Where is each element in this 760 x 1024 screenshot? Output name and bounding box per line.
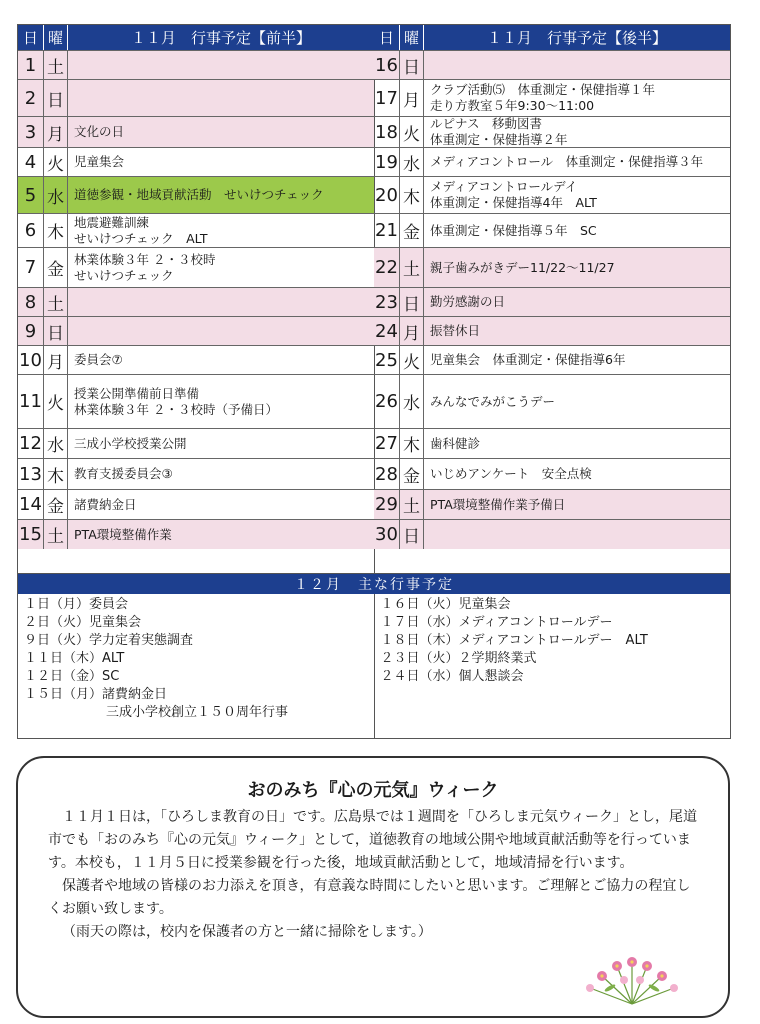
day-number: 12 <box>18 429 44 458</box>
schedule-row <box>18 213 374 247</box>
weekday: 土 <box>44 520 68 549</box>
day-number: 10 <box>18 346 44 374</box>
day-number: 24 <box>374 317 400 345</box>
event-cell <box>424 490 730 519</box>
weekday: 水 <box>44 429 68 458</box>
weekday: 土 <box>44 51 68 79</box>
event-text: 児童集会 <box>74 154 125 169</box>
event-text: 地震避難訓練 <box>74 214 150 230</box>
day-number: 29 <box>374 490 400 519</box>
event-cell <box>68 214 374 247</box>
day-number: 13 <box>18 459 44 489</box>
schedule-row <box>18 287 374 316</box>
schedule-row <box>18 374 374 428</box>
day-number: 28 <box>374 459 400 489</box>
day-number: 15 <box>18 520 44 549</box>
day-number: 23 <box>374 288 400 316</box>
december-event: ２日（火）児童集会 <box>24 615 142 630</box>
weekday: 月 <box>44 117 68 147</box>
weekday: 月 <box>400 80 424 116</box>
november-schedule-table <box>17 24 731 574</box>
day-number: 26 <box>374 375 400 428</box>
day-number: 20 <box>374 177 400 213</box>
event-cell <box>424 248 730 287</box>
event-text: ルピナス 移動図書 <box>430 116 543 131</box>
december-schedule <box>17 574 731 739</box>
weekday: 水 <box>44 177 68 213</box>
weekday: 金 <box>400 214 424 247</box>
event-cell <box>424 288 730 316</box>
event-text: せいけつチェック ALT <box>74 230 208 246</box>
event-cell <box>424 520 730 549</box>
event-text: 文化の日 <box>74 124 125 139</box>
event-cell <box>424 459 730 489</box>
day-number: 1 <box>18 51 44 79</box>
weekday: 木 <box>44 214 68 247</box>
schedule-row <box>374 519 730 549</box>
weekday: 日 <box>44 80 68 116</box>
event-cell <box>424 375 730 428</box>
schedule-row <box>374 374 730 428</box>
weekday: 金 <box>400 459 424 489</box>
event-cell <box>424 148 730 176</box>
december-event: ９日（火）学力定着実態調査 <box>24 633 194 648</box>
event-text: PTA環境整備作業 <box>74 526 172 542</box>
weekday: 木 <box>44 459 68 489</box>
weekday: 木 <box>400 429 424 458</box>
schedule-row <box>374 345 730 374</box>
second-half-header <box>374 25 730 50</box>
schedule-row <box>18 247 374 287</box>
event-text: 道徳参観・地域貢献活動 せいけつチェック <box>74 187 324 202</box>
weekday: 日 <box>400 288 424 316</box>
header-title: １１月 行事予定【後半】 <box>486 29 667 47</box>
weekday: 金 <box>44 490 68 519</box>
event-cell <box>424 51 730 79</box>
schedule-second-half <box>374 25 730 573</box>
event-text: 林業体験３年 ２・３校時（予備日） <box>74 401 278 417</box>
event-text: 委員会⑦ <box>74 352 123 367</box>
day-number: 3 <box>18 117 44 147</box>
event-cell <box>68 80 374 116</box>
weekday: 月 <box>44 346 68 374</box>
schedule-row <box>18 50 374 79</box>
day-number: 22 <box>374 248 400 287</box>
day-number: 19 <box>374 148 400 176</box>
schedule-row <box>374 287 730 316</box>
event-cell <box>68 520 374 549</box>
header-day: 日 <box>374 25 400 50</box>
event-text: 体重測定・保健指導５年 SC <box>430 222 597 238</box>
december-right-column <box>375 594 731 738</box>
december-event: １６日（火）児童集会 <box>380 597 511 612</box>
event-text: クラブ活動⑸ 体重測定・保健指導１年 <box>430 82 656 97</box>
december-event: １７日（水）メディアコントロールデー <box>380 615 613 630</box>
day-number: 6 <box>18 214 44 247</box>
schedule-row <box>18 519 374 549</box>
event-text: 親子歯みがきデー11/22～11/27 <box>430 259 615 275</box>
day-number: 25 <box>374 346 400 374</box>
event-cell <box>68 429 374 458</box>
day-number: 21 <box>374 214 400 247</box>
notice-paragraph-3: （雨天の際は，校内を保護者の方と一緒に掃除をします。） <box>62 924 432 940</box>
header-title: １１月 行事予定【前半】 <box>130 29 311 47</box>
weekday: 金 <box>44 248 68 287</box>
notice-body <box>48 806 698 944</box>
weekday: 水 <box>400 375 424 428</box>
event-text: 児童集会 体重測定・保健指導6年 <box>430 352 626 367</box>
schedule-row <box>18 147 374 176</box>
day-number: 5 <box>18 177 44 213</box>
weekday: 土 <box>400 248 424 287</box>
december-event: ２３日（火）２学期終業式 <box>380 651 537 666</box>
notice-title: おのみち『心の元気』ウィーク <box>247 780 499 801</box>
weekday: 土 <box>400 490 424 519</box>
event-text: メディアコントロール 体重測定・保健指導３年 <box>430 154 704 169</box>
event-text: 三成小学校授業公開 <box>74 435 187 451</box>
weekday: 木 <box>400 177 424 213</box>
event-cell <box>424 317 730 345</box>
event-cell <box>68 459 374 489</box>
notice-paragraph-2: 保護者や地域の皆様のお力添えを頂き，有意義な時間にしたいと思います。ご理解とご協力の程宜しくお願い致します。 <box>48 878 691 917</box>
event-cell <box>68 490 374 519</box>
weekday: 火 <box>44 148 68 176</box>
december-event: １２日（金）SC <box>24 669 120 684</box>
event-cell <box>68 288 374 316</box>
day-number: 11 <box>18 375 44 428</box>
day-number: 14 <box>18 490 44 519</box>
event-cell <box>424 346 730 374</box>
event-text: せいけつチェック <box>74 267 174 283</box>
event-text: 体重測定・保健指導4年 ALT <box>430 195 597 210</box>
notice-box <box>16 756 730 1018</box>
day-number: 27 <box>374 429 400 458</box>
december-event: １８日（木）メディアコントロールデー ALT <box>380 633 648 648</box>
flower-bouquet-icon <box>572 954 692 1006</box>
event-cell <box>424 80 730 116</box>
weekday: 火 <box>400 346 424 374</box>
header-weekday: 曜 <box>44 25 68 50</box>
event-text: 勤労感謝の日 <box>430 294 506 309</box>
day-number: 9 <box>18 317 44 345</box>
schedule-row <box>18 79 374 116</box>
day-number: 7 <box>18 248 44 287</box>
december-left-column <box>18 594 375 738</box>
weekday: 水 <box>400 148 424 176</box>
schedule-row <box>374 176 730 213</box>
schedule-row <box>374 50 730 79</box>
day-number: 4 <box>18 148 44 176</box>
weekday: 火 <box>44 375 68 428</box>
schedule-row <box>374 489 730 519</box>
schedule-first-half <box>18 25 375 573</box>
event-cell <box>68 317 374 345</box>
december-event: １日（月）委員会 <box>24 597 129 612</box>
event-cell <box>68 117 374 147</box>
day-number: 2 <box>18 80 44 116</box>
event-cell <box>424 117 730 147</box>
schedule-row <box>374 247 730 287</box>
december-title: １２月 主な行事予定 <box>18 574 730 594</box>
weekday: 日 <box>400 520 424 549</box>
event-text: みんなでみがこうデー <box>430 393 556 409</box>
december-event: ２４日（水）個人懇談会 <box>380 669 524 684</box>
weekday: 日 <box>44 317 68 345</box>
schedule-row <box>18 428 374 458</box>
event-text: いじめアンケート 安全点検 <box>430 466 592 481</box>
event-cell <box>424 214 730 247</box>
weekday: 日 <box>400 51 424 79</box>
event-text: 授業公開準備前日準備 <box>74 385 200 401</box>
december-event: 三成小学校創立１５０周年行事 <box>106 705 289 720</box>
event-cell <box>68 51 374 79</box>
event-text: 林業体験３年 ２・３校時 <box>74 251 216 267</box>
event-text: 体重測定・保健指導２年 <box>430 132 568 147</box>
second-half-rows <box>374 50 730 549</box>
schedule-row <box>18 458 374 489</box>
day-number: 16 <box>374 51 400 79</box>
event-text: 走り方教室５年9:30～11:00 <box>430 98 595 113</box>
event-text: 歯科健診 <box>430 435 481 451</box>
event-text: PTA環境整備作業予備日 <box>430 496 566 512</box>
day-number: 30 <box>374 520 400 549</box>
schedule-row <box>18 489 374 519</box>
schedule-row <box>18 116 374 147</box>
day-number: 18 <box>374 117 400 147</box>
day-number: 17 <box>374 80 400 116</box>
first-half-header <box>18 25 374 50</box>
schedule-row <box>374 147 730 176</box>
event-cell <box>68 248 374 287</box>
weekday: 火 <box>400 117 424 147</box>
schedule-row <box>18 176 374 213</box>
schedule-row <box>374 116 730 147</box>
schedule-row <box>374 316 730 345</box>
event-cell <box>68 148 374 176</box>
schedule-row <box>374 428 730 458</box>
event-cell <box>68 375 374 428</box>
december-event: １１日（木）ALT <box>24 651 125 666</box>
schedule-row <box>374 458 730 489</box>
event-cell <box>68 177 374 213</box>
schedule-row <box>18 316 374 345</box>
event-cell <box>424 429 730 458</box>
event-cell <box>68 346 374 374</box>
event-text: 振替休日 <box>430 323 481 338</box>
weekday: 土 <box>44 288 68 316</box>
header-weekday: 曜 <box>400 25 424 50</box>
schedule-row <box>374 213 730 247</box>
weekday: 月 <box>400 317 424 345</box>
header-day: 日 <box>18 25 44 50</box>
event-text: メディアコントロールデイ <box>430 179 578 194</box>
event-text: 教育支援委員会③ <box>74 466 173 481</box>
schedule-row <box>18 345 374 374</box>
notice-paragraph-1: １１月１日は，「ひろしま教育の日」です。広島県では１週間を「ひろしま元気ウィーク」とし，尾道市でも「おのみち『心の元気』ウィーク」として，道徳教育の地域公開や地域貢献活動等を行っています。本校も，１１月５日に授業参観を行った後，地域貢献活動として，地域清掃を行います。 <box>48 809 698 871</box>
event-text: 諸費納金日 <box>74 496 137 512</box>
day-number: 8 <box>18 288 44 316</box>
event-cell <box>424 177 730 213</box>
schedule-row <box>374 79 730 116</box>
december-event: １５日（月）諸費納金日 <box>24 687 168 702</box>
first-half-rows <box>18 50 374 549</box>
